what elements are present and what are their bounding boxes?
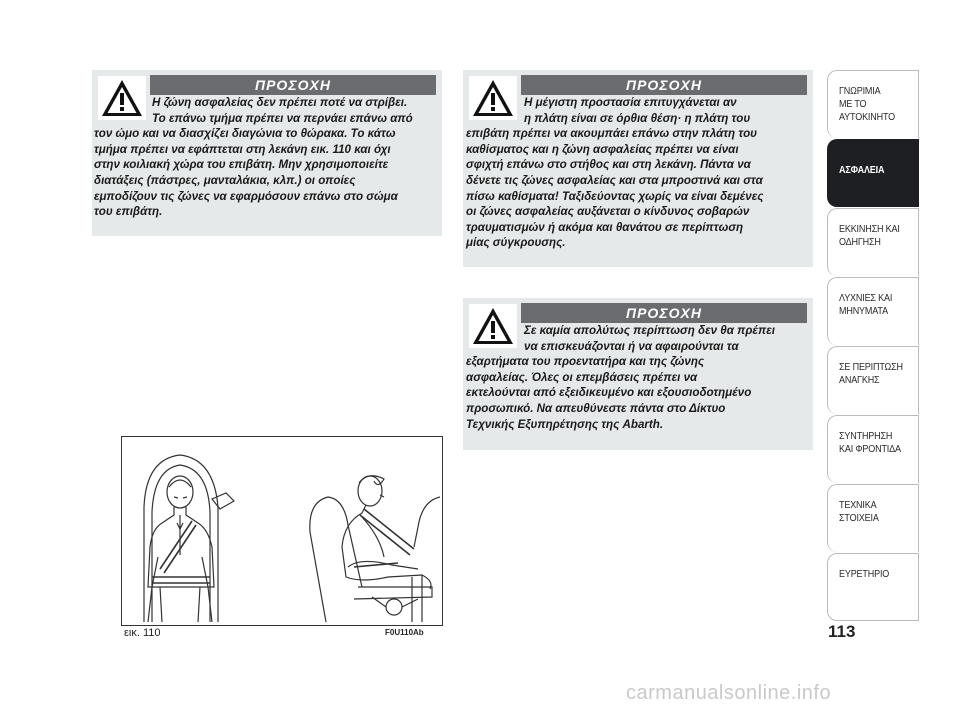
- tab-maintenance[interactable]: ΣΥΝΤΗΡΗΣΗ ΚΑΙ ΦΡΟΝΤΙΔΑ: [827, 415, 919, 483]
- tab-index[interactable]: ΕΥΡΕΤΗΡΙΟ: [827, 553, 919, 621]
- warning-box-max-protection: [463, 70, 813, 267]
- tab-safety[interactable]: ΑΣΦΑΛΕΙΑ: [827, 139, 919, 207]
- tab-warning-lights[interactable]: ΛΥΧΝΙΕΣ ΚΑΙ ΜΗΝΥΜΑΤΑ: [827, 277, 919, 345]
- tab-emergency[interactable]: ΣΕ ΠΕΡΙΠΤΩΣΗ ΑΝΑΓΚΗΣ: [827, 346, 919, 414]
- watermark: carmanualsonline.info: [626, 682, 832, 704]
- warning-box-belt-twist: [92, 70, 442, 236]
- warning-text: Η ζώνη ασφαλείας δεν πρέπει ποτέ να στρίβει. Το επάνω τμήμα πρέπει να περνάει επάνω από τον ώμο και να διασχίζει διαγώνια το θώρακα. Το κάτω τμήμα πρέπει να εφάπτεται στη λεκάνη εικ. 110 και όχι στην κοιλιακή χώρα του επιβάτη. Μην χρησιμοποιείτε διατάξεις (πάστρες, μανταλάκια, κλπ.) οι οποίες εμποδίζουν τις ζώνες να εφαρμόσουν επάνω στο σώμα του επιβάτη.: [94, 96, 413, 219]
- warning-text: Σε καμία απολύτως περίπτωση δεν θα πρέπει να επισκευάζονται ή να αφαιρούνται τα εξαρτήματα του προεντατήρα και της ζώνης ασφαλείας. Όλες οι επεμβάσεις πρέπει να εκτελούνται από εξειδικευμένο και εξουσιοδοτημένο προσωπικό. Να απευθύνεστε πάντα στο Δίκτυο Τεχνικής Εξυπηρέτησης της Abarth.: [466, 324, 776, 431]
- warning-title: ΠΡΟΣΟΧΗ: [521, 75, 807, 95]
- seatbelt-drawing: [122, 437, 442, 625]
- tab-starting-driving[interactable]: ΕΚΚΙΝΗΣΗ ΚΑΙ ΟΔΗΓΗΣΗ: [827, 208, 919, 276]
- figure-code: F0U110Ab: [385, 628, 424, 637]
- tab-technical-data[interactable]: ΤΕΧΝΙΚΑ ΣΤΟΙΧΕΙΑ: [827, 484, 919, 552]
- seatbelt-illustration: [121, 436, 443, 626]
- warning-text: Η μέγιστη προστασία επιτυγχάνεται αν η πλάτη είναι σε όρθια θέση· η πλάτη του επιβάτη πρέπει να ακουμπάει επάνω στην πλάτη του καθίσματος και η ζώνη ασφαλείας πρέπει να είναι σφιχτή επάνω στο στήθος και στη λεκάνη. Πάντα να δένετε τις ζώνες ασφαλείας και στα μπροστινά και στα πίσω καθίσματα! Ταξιδεύοντας χωρίς να είναι δεμένες οι ζώνες ασφαλείας αυξάνεται ο κίνδυνος σοβαρών τραυματισμών ή ακόμα και θανάτου σε περίπτωση μίας σύγκρουσης.: [466, 96, 764, 250]
- page-number: 113: [828, 622, 856, 641]
- warning-title: ΠΡΟΣΟΧΗ: [150, 75, 436, 95]
- chapter-tabs: [827, 70, 919, 622]
- figure-caption: εικ. 110: [124, 627, 161, 639]
- tab-getting-to-know[interactable]: ΓΝΩΡΙΜΙΑ ΜΕ ΤΟ ΑΥΤΟΚΙΝΗΤΟ: [827, 70, 919, 138]
- warning-box-pretensioner: [463, 298, 813, 450]
- warning-title: ΠΡΟΣΟΧΗ: [521, 303, 807, 323]
